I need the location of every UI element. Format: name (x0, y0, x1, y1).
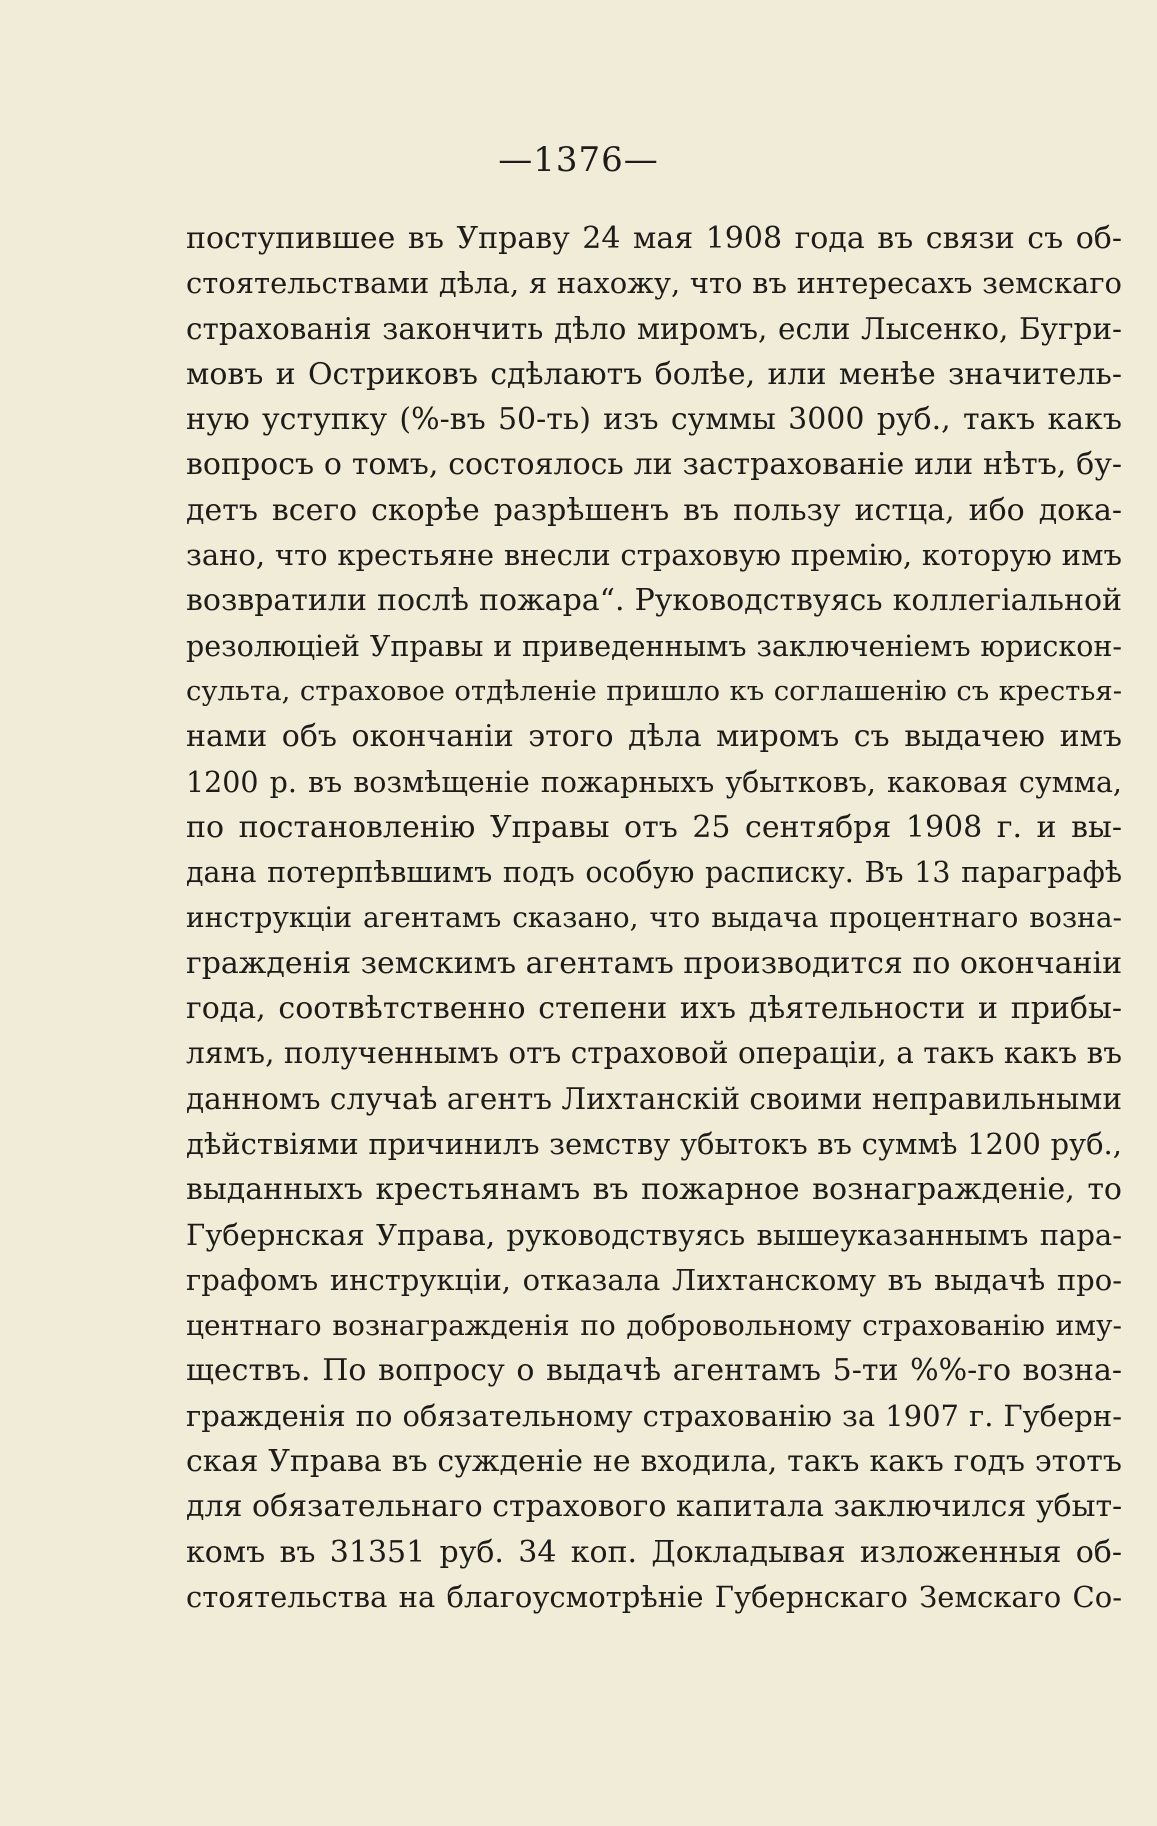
page-number: —1376— (498, 140, 659, 180)
text-line: Губернская Управа, руководствуясь вышеуказаннымъ пара- (186, 1217, 1122, 1252)
text-line: ская Управа въ сужденіе не входила, такъ какъ годъ этотъ (186, 1444, 1122, 1480)
text-line: детъ всего скорѣе разрѣшенъ въ пользу истца, ибо дока- (186, 492, 1122, 528)
text-line: ществъ. По вопросу о выдачѣ агентамъ 5-ти %%-го возна- (186, 1353, 1122, 1389)
text-line: данномъ случаѣ агентъ Лихтанскій своими неправильными (186, 1081, 1122, 1116)
text-line: гражденія по обязательному страхованію за 1907 г. Губерн- (186, 1398, 1122, 1433)
text-line: дѣйствіями причинилъ земству убытокъ въ суммѣ 1200 руб., (186, 1126, 1122, 1161)
text-line: для обязательнаго страхового капитала заключился убыт- (186, 1489, 1122, 1525)
text-line: зано, что крестьяне внесли страховую премію, которую имъ (186, 538, 1122, 573)
text-line: дана потерпѣвшимъ подъ особую расписку. Въ 13 параграфѣ (186, 856, 1122, 890)
text-line: резолюціей Управы и приведеннымъ заключеніемъ юрискон- (186, 629, 1122, 663)
text-line: возвратили послѣ пожара“. Руководствуясь коллегіальной (186, 583, 1122, 619)
text-line: инструкціи агентамъ сказано, что выдача процентнаго возна- (186, 901, 1122, 935)
text-line: сульта, страховое отдѣленіе пришло къ соглашенію съ крестья- (186, 674, 1122, 707)
text-line: лямъ, полученнымъ отъ страховой операціи, а такъ какъ въ (186, 1036, 1122, 1071)
text-line: графомъ инструкціи, отказала Лихтанскому въ выдачѣ про- (186, 1262, 1122, 1297)
text-line: по постановленію Управы отъ 25 сентября 1908 г. и вы- (186, 809, 1122, 845)
text-line: гражденія земскимъ агентамъ производится по окончаніи (186, 945, 1122, 981)
body-text (186, 216, 1122, 1620)
text-line: центнаго вознагражденія по добровольному страхованію иму- (186, 1309, 1122, 1343)
text-line: мовъ и Остриковъ сдѣлаютъ болѣе, или менѣе значитель- (186, 356, 1122, 392)
text-line: 1200 р. въ возмѣщеніе пожарныхъ убытковъ, каковая сумма, (186, 765, 1122, 799)
text-line: страхованія закончить дѣло миромъ, если Лысенко, Бугри- (186, 311, 1122, 346)
text-line: поступившее въ Управу 24 мая 1908 года въ связи съ об- (186, 221, 1122, 256)
text-line: вопросъ о томъ, состоялось ли застрахованіе или нѣтъ, бу- (186, 447, 1122, 483)
text-line: стоятельства на благоусмотрѣніе Губернскаго Земскаго Со- (186, 1579, 1122, 1614)
text-line: года, соотвѣтственно степени ихъ дѣятельности и прибы- (186, 991, 1122, 1027)
text-line: стоятельствами дѣла, я нахожу, что въ интересахъ земскаго (186, 266, 1122, 301)
text-line: комъ въ 31351 руб. 34 коп. Докладывая изложенныя об- (186, 1534, 1122, 1570)
text-line: ную уступку (%-въ 50-ть) изъ суммы 3000 руб., такъ какъ (186, 402, 1122, 438)
text-line: нами объ окончаніи этого дѣла миромъ съ выдачею имъ (186, 719, 1122, 755)
text-line: выданныхъ крестьянамъ въ пожарное вознагражденіе, то (186, 1172, 1122, 1208)
